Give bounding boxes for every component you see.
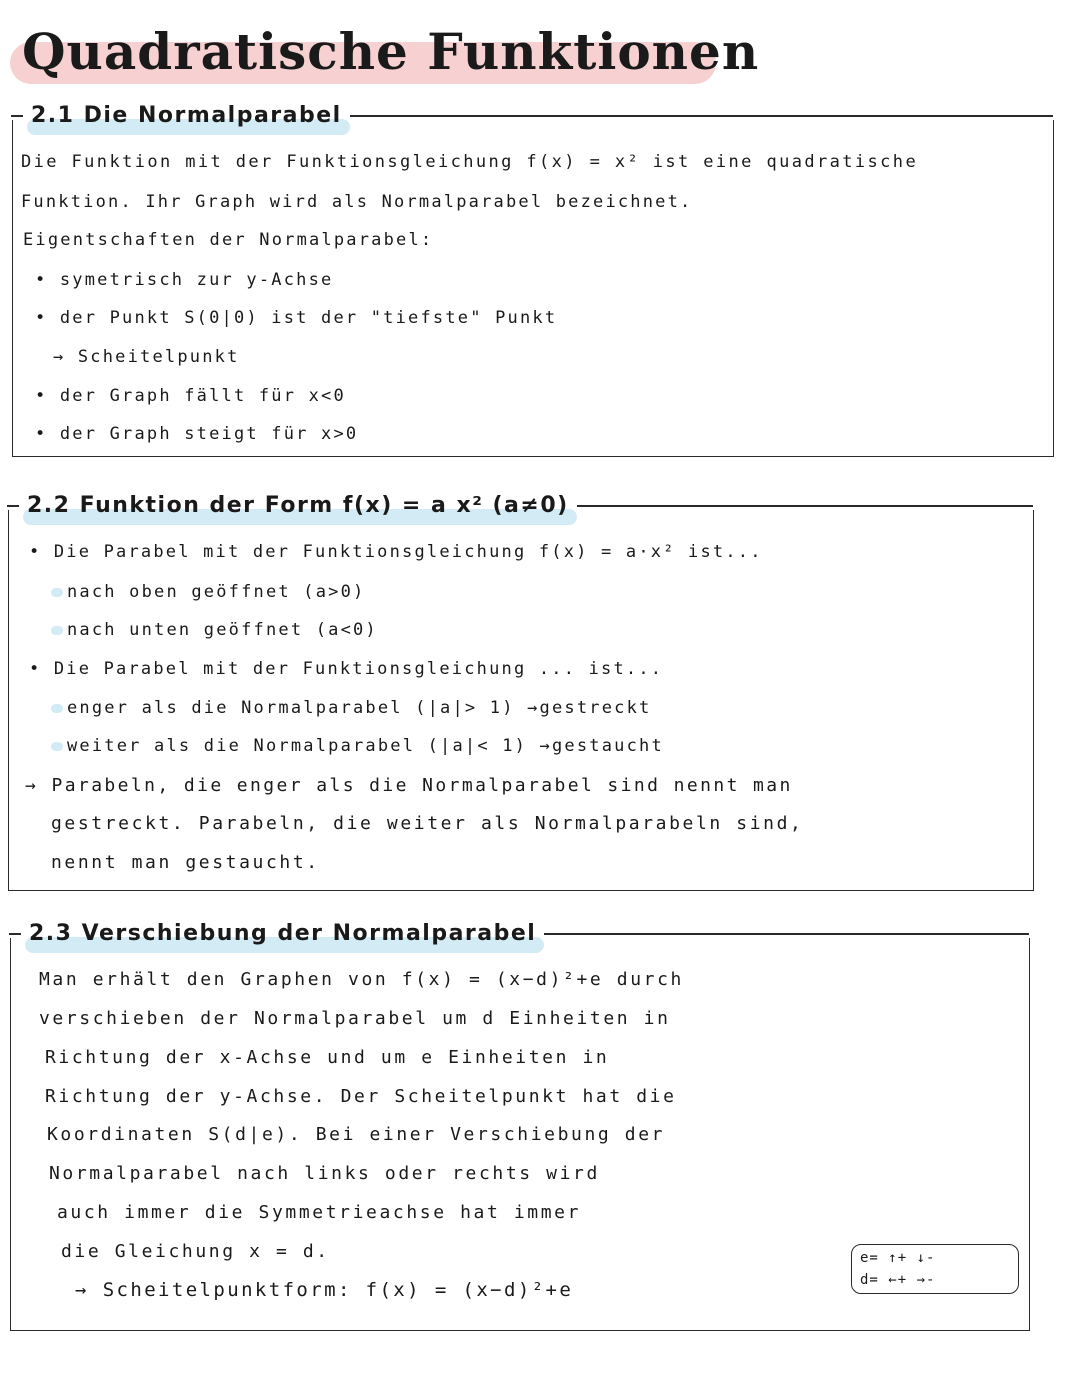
title-block [22,20,759,84]
list-item: nach oben geöffnet (a>0) [51,580,365,604]
text-line: verschieben der Normalparabel um d Einheiten in [39,1008,671,1029]
list-item: • Die Parabel mit der Funktionsgleichung ... ist... [29,659,664,679]
list-item: nach unten geöffnet (a<0) [51,618,378,642]
section-heading-row [7,493,1033,518]
page-title: Quadratische Funktionen [22,22,760,81]
section-heading: 2.1 Die Normalparabel [31,103,342,128]
list-item: • Die Parabel mit der Funktionsgleichung f(x) = a·x² ist... [29,542,763,562]
arrow-right-icon: → [53,347,78,367]
text-line: auch immer die Symmetrieachse hat immer [57,1202,582,1223]
list-item: • der Punkt S(0|0) ist der "tiefste" Punkt [35,308,558,328]
shift-rule-note [851,1244,1019,1294]
text-line: gestreckt. Parabeln, die weiter als Normalparabeln sind, [51,813,804,834]
text-line: Die Funktion mit der Funktionsgleichung f(x) = x² ist eine quadratische [21,152,919,172]
text-line: Funktion. Ihr Graph wird als Normalparabel bezeichnet. [21,192,693,212]
text-line: Richtung der y-Achse. Der Scheitelpunkt hat die [45,1086,677,1107]
text-line: die Gleichung x = d. [61,1241,330,1262]
text-line: Richtung der x-Achse und um e Einheiten in [45,1047,610,1068]
text-line: Man erhält den Graphen von f(x) = (x−d)²+e durch [39,969,684,990]
list-item: weiter als die Normalparabel (|a|< 1) →gestaucht [51,734,664,758]
list-item: • symetrisch zur y-Achse [35,270,334,290]
section-heading-row [11,103,1053,128]
note-line-d: d= ←+ →- [860,1272,936,1288]
list-item: → Scheitelpunkt [53,347,240,367]
section-normalparabel [12,103,1054,457]
section-heading: 2.2 Funktion der Form f(x) = a x² (a≠0) [27,493,569,518]
text-line: → Scheitelpunktform: f(x) = (x−d)²+e [75,1279,574,1301]
list-item: • der Graph steigt für x>0 [35,424,359,444]
text-line: nennt man gestaucht. [51,852,320,873]
section-verschiebung [10,921,1030,1331]
section-heading-row [9,921,1029,946]
list-item: enger als die Normalparabel (|a|> 1) →gestreckt [51,696,651,720]
list-item: • der Graph fällt für x<0 [35,386,346,406]
section-heading: 2.3 Verschiebung der Normalparabel [29,921,537,946]
text-line: → Parabeln, die enger als die Normalparabel sind nennt man [25,775,793,796]
arrow-right-icon: → [25,775,52,796]
note-line-e: e= ↑+ ↓- [860,1250,936,1266]
text-line: Koordinaten S(d|e). Bei einer Verschiebung der [47,1124,666,1145]
arrow-right-icon: → [75,1279,103,1301]
section-funktion-form [8,493,1034,891]
text-line: Normalparabel nach links oder rechts wird [49,1163,600,1184]
text-line: Eigentschaften der Normalparabel: [23,230,434,250]
